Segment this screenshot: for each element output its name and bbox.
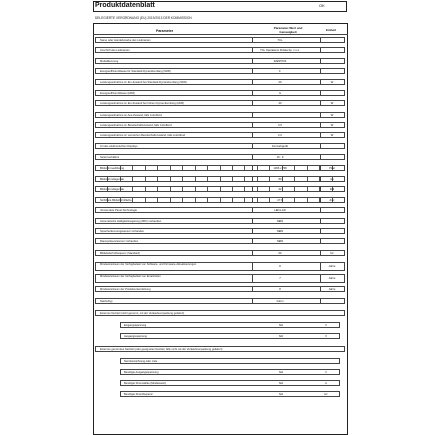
segment [308,198,320,202]
subrow-value: N/A [278,335,284,338]
column-divider [252,251,253,255]
column-divider [252,133,253,137]
column-divider [252,38,253,42]
segment [308,166,320,170]
column-divider [252,263,253,270]
segment [171,198,183,202]
datasheet-row [95,250,345,256]
segment [183,166,195,170]
column-divider [252,101,253,105]
segment [158,187,170,191]
column-divider [252,229,253,233]
column-divider [320,101,321,105]
row-value: G [278,92,282,95]
row-unit: W [330,114,334,117]
row-label: Seitenverhältnis [100,156,120,159]
datasheet-row [95,238,345,244]
row-unit: Jahre [328,265,336,268]
row-value: 16 : 9 [276,156,284,159]
subrow-value: N/A [278,371,284,374]
subrow-unit: V [325,335,327,338]
segment [221,177,233,181]
column-divider [320,59,321,63]
row-label: Leistungsaufnahme im Ein-Zustand bei Standard-Dynamikumfang (SDR) [100,81,187,84]
row-label: Spracherkennungssensor vorhanden [100,230,145,233]
datasheet-row [95,228,345,234]
row-unit: cm [330,178,334,181]
subrow-unit: Hz [324,393,328,396]
standard-psu-label: Externes genormtes Netzteil (oder geeignetes Netzteil, falls nicht mit der Verkaufsverpackung geliefert) [100,348,223,351]
column-divider [320,299,321,303]
subrow-unit: A [325,382,327,385]
segment [158,166,170,170]
segment [171,187,183,191]
subrow-label: Benötigte Stromfrequenz [124,393,153,396]
row-value: 32 [278,188,282,191]
row-value: 8 [279,265,281,268]
segment [133,177,145,181]
row-value: 40 [278,102,282,105]
column-divider [320,187,321,191]
datasheet-row [95,58,345,64]
column-divider [320,133,321,137]
segment [146,187,158,191]
external-psu-row [95,310,345,316]
subrow-label: Benötigte Stromstärke (Mindestwert) [124,382,167,385]
row-label: Leistungsaufnahme im vernetzten Bereitschaftszustand, falls zutreffend [100,134,185,137]
column-divider [320,144,321,148]
row-label: Netzteiltyp [100,300,113,303]
row-unit: W [330,102,334,105]
segment [146,198,158,202]
column-divider [320,80,321,84]
segment [133,166,145,170]
row-segments [96,177,344,181]
row-unit: W [330,134,334,137]
subrow-unit: V [325,371,327,374]
row-label: Bildwiederholfrequenz (Standard) [100,252,140,255]
row-label: Bildschirmdiagonale [100,178,125,181]
row-label: Mindestzeitraum der Produktunterstützung [100,288,151,291]
column-divider [320,208,321,212]
datasheet-row [95,218,345,224]
column-divider [320,123,321,127]
segment [146,177,158,181]
segment [208,198,220,202]
column-divider [252,91,253,95]
segment [196,177,208,181]
subrow-label: Eingangsspannung [124,324,147,327]
datasheet-row [95,68,345,74]
datasheet-row [95,176,345,182]
standard-psu-subrow [120,380,340,386]
subrow-label: Benötigte Ausgangsspannung [124,371,159,374]
row-label: Leistungsaufnahme im Aus-Zustand, falls zutreffend [100,114,162,117]
column-divider [320,113,321,117]
segment [133,187,145,191]
row-unit: dm² [329,199,335,202]
column-divider [320,239,321,243]
row-value: 60 [278,252,282,255]
segment [208,166,220,170]
standard-psu-subrow [120,358,340,364]
row-value: TCL [277,39,283,42]
datasheet-row [95,286,345,292]
header-parameter: Parameter [156,29,174,33]
datasheet-row [95,186,345,192]
row-unit: W [330,81,334,84]
row-label: Art des elektronischen Displays [100,145,138,148]
row-value: Intern [276,300,284,303]
row-value: 2.0 [278,134,282,137]
segment [196,198,208,202]
segment [233,187,245,191]
segment [171,177,183,181]
datasheet-row [95,274,345,283]
row-value: 0.5 [278,124,282,127]
segment [233,166,245,170]
column-divider [252,299,253,303]
row-unit: Jahre [328,288,336,291]
standard-psu-subrow [120,391,340,397]
column-divider [252,59,253,63]
column-divider [320,38,321,42]
row-label: Raumpräsenzsensor vorhanden [100,240,139,243]
column-divider [252,287,253,291]
row-value: Fernsehgerät [272,145,288,148]
row-value: 29 [278,81,282,84]
table-header [93,23,348,35]
row-unit: Hz [330,252,334,255]
row-segments [96,198,344,202]
segment [221,166,233,170]
column-divider [320,263,321,270]
row-label: Mindestzeitraum der Verfügbarkeit von Software- und Firmware-Aktualisierungen [100,263,197,266]
column-divider [252,48,253,52]
datasheet-row [95,90,345,96]
row-label: Automatische Helligkeitsregelung (ABC) vorhanden [100,220,162,223]
standard-psu-subrow [120,369,340,375]
row-label: Bildschirmdiagonale [100,188,125,191]
datasheet-row [95,165,345,171]
row-label: Sichtbare Bildschirmfläche [100,199,132,202]
column-divider [320,69,321,73]
standard-psu-row [95,346,345,352]
datasheet-row [95,37,345,43]
segment [233,177,245,181]
datasheet-row [95,112,345,118]
segment [146,166,158,170]
segment [171,166,183,170]
row-label: Anschrift des Lieferanten [100,49,130,52]
row-label: Leistungsaufnahme im Bereitschaftszustand, falls zutreffend [100,124,172,127]
segment [208,177,220,181]
column-divider [320,198,321,202]
datasheet-row [95,207,345,213]
subrow-value: N/A [278,382,284,385]
row-value: 80 [278,178,282,181]
row-unit: Pixel [329,167,335,170]
row-label: Leistungsaufnahme im Ein-Zustand bei hohem Dynamikumfang (HDR) [100,102,185,105]
regulation-reference: DELEGIERTE VERORDNUNG (EU) 2019/2013 DER KOMMISSION [95,16,192,20]
row-value: LED-LCD [274,209,286,212]
segment [221,198,233,202]
corner-mark: OK [319,3,325,8]
row-value: 32ES570F [273,60,287,63]
column-divider [320,287,321,291]
column-divider [252,275,253,282]
column-divider [252,219,253,223]
row-label: Modellkennung [100,60,119,63]
row-label: Bildschirmauflösung [100,167,125,170]
segment [183,198,195,202]
column-divider [320,155,321,159]
subrow-value: N/A [278,324,284,327]
row-value: NEIN [276,240,284,243]
row-value: F [279,70,281,73]
segment [196,187,208,191]
datasheet-row [95,262,345,271]
header-value: Parameter-Wert und Genauigkeit [273,26,303,34]
row-label: Verwendete Panel-Technologie [100,209,138,212]
datasheet-row [95,298,345,304]
column-divider [320,177,321,181]
row-unit: Zoll [329,188,335,191]
datasheet-row [95,197,345,203]
column-divider [252,198,253,202]
segment [196,166,208,170]
row-unit: Jahre [328,277,336,280]
row-label: Name oder Handelsmarke des Lieferanten [100,39,151,42]
row-value: 7 [279,277,281,280]
header-unit: Einheit [326,28,337,32]
datasheet-row [95,122,345,128]
column-divider [320,275,321,282]
column-divider [320,219,321,223]
subrow-unit: V [325,324,327,327]
column-divider [320,91,321,95]
datasheet-row [95,132,345,138]
column-divider [252,144,253,148]
segment [158,177,170,181]
column-divider [320,48,321,52]
column-divider [252,187,253,191]
row-value: 8 [279,288,281,291]
external-psu-subrow [120,322,340,328]
segment [233,198,245,202]
row-value: TCL Operations Polska Sp. z o.o. [260,49,300,52]
column-divider [252,123,253,127]
row-unit: W [330,124,334,127]
segment [308,187,320,191]
datasheet-row [95,154,345,160]
datasheet-row [95,47,345,53]
row-value: 27.6 [277,199,283,202]
row-segments [96,166,344,170]
segment [221,187,233,191]
column-divider [252,80,253,84]
row-value: 1366 x 768 [273,167,287,170]
subrow-label: Ausgangsspannung [124,335,147,338]
column-divider [320,229,321,233]
datasheet-row [95,100,345,106]
segment [183,177,195,181]
row-value: NEIN [276,230,284,233]
column-divider [252,166,253,170]
row-label: Mindestzeitraum der Verfügbarkeit von Ersatzteilen [100,275,161,278]
row-label: Energieeffizienzklasse für Standard-Dynamikumfang (SDR) [100,70,171,73]
segment [308,177,320,181]
column-divider [252,113,253,117]
column-divider [252,208,253,212]
row-value: NEIN [276,220,284,223]
datasheet-row [95,143,345,149]
datasheet-row [95,79,345,85]
column-divider [252,155,253,159]
segment [158,198,170,202]
external-psu-subrow [120,333,340,339]
row-label: Energieeffizienzklasse (HDR) [100,92,136,95]
external-psu-label: Externes Netzteil (nicht genormt, mit der Verkaufsverpackung geliefert) [100,312,185,315]
row-segments [96,187,344,191]
segment [133,198,145,202]
subrow-label: Normbezeichnung oder -liste [124,360,158,363]
page-title: Produktdatenblatt [95,2,155,9]
subrow-value: N/A [278,393,284,396]
column-divider [252,177,253,181]
segment [183,187,195,191]
column-divider [320,166,321,170]
column-divider [252,239,253,243]
column-divider [252,69,253,73]
segment [208,187,220,191]
column-divider [320,251,321,255]
